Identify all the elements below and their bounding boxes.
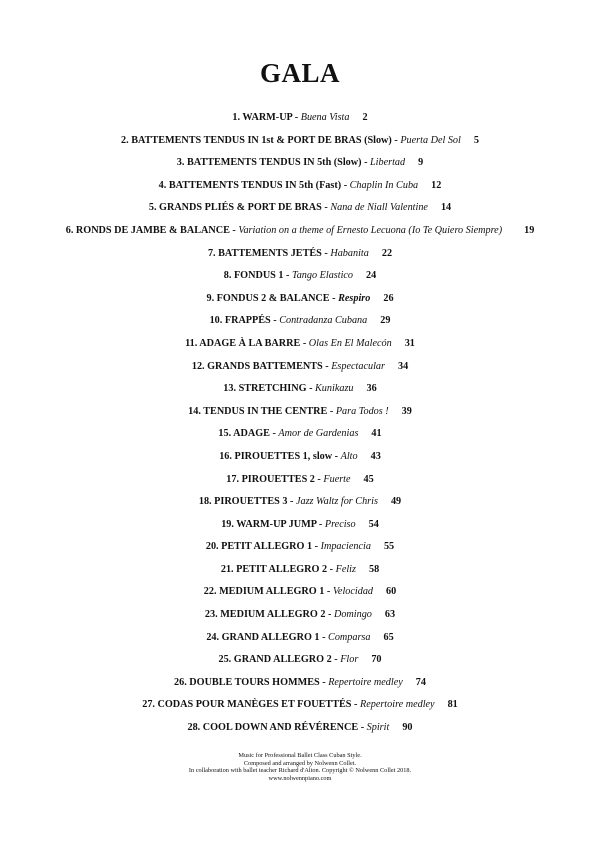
entry-page: 90 — [402, 722, 413, 734]
entry-subtitle: Preciso — [324, 518, 356, 530]
toc-entry: 10. FRAPPÉS - Contradanza Cubana 29 — [209, 315, 391, 327]
entry-label: 15. ADAGE — [218, 428, 270, 440]
entry-page: 29 — [380, 315, 391, 327]
entry-page: 2 — [362, 112, 368, 123]
toc-entry: 2. BATTEMENTS TENDUS IN 1st & PORT DE BRAS (Slow) - Puerta Del Sol 5 — [121, 134, 479, 146]
entry-page: 49 — [390, 496, 402, 508]
entry-label: 10. FRAPPÉS — [209, 315, 271, 327]
entry-label: 22. MEDIUM ALLEGRO 1 — [203, 586, 325, 598]
entry-subtitle: Spirit — [366, 722, 390, 734]
entry-label: 23. MEDIUM ALLEGRO 2 — [204, 609, 326, 621]
entry-label: 16. PIROUETTES 1, slow — [219, 450, 333, 462]
entry-label: 12. GRANDS BATTEMENTS — [191, 360, 323, 372]
entry-page: 26 — [383, 292, 394, 304]
toc-entry: 22. MEDIUM ALLEGRO 1 - Velocidad 60 — [203, 586, 397, 598]
entry-subtitle: Repertoire medley — [328, 676, 403, 688]
page-title: GALA — [259, 58, 340, 88]
entry-page: 60 — [386, 586, 397, 598]
entry-page: 55 — [383, 541, 395, 553]
toc-entry: 16. PIROUETTES 1, slow - Alto 43 — [219, 450, 381, 462]
entry-label: 4. BATTEMENTS TENDUS IN 5th (Fast) — [158, 179, 342, 191]
entry-label: 20. PETIT ALLEGRO 1 — [205, 541, 313, 553]
entry-subtitle: Amor de Gardenias — [278, 428, 359, 440]
entry-page: 14 — [440, 202, 452, 214]
toc-entry: 6. RONDS DE JAMBE & BALANCE - Variation on a theme of Ernesto Lecuona (Io Te Quiero Siempre) 19 — [65, 224, 535, 236]
footer — [0, 752, 600, 782]
entry-subtitle: Buena Vista — [300, 112, 350, 123]
entry-subtitle: Alto — [340, 450, 358, 462]
entry-page: 22 — [381, 247, 393, 259]
toc-entry: 9. FONDUS 2 & BALANCE - Respiro 26 — [206, 292, 394, 304]
entry-page: 74 — [415, 676, 426, 688]
entry-subtitle: Velocidad — [332, 586, 374, 598]
entry-label: 3. BATTEMENTS TENDUS IN 5th (Slow) — [176, 157, 362, 169]
entry-subtitle: Jazz Waltz for Chris — [295, 496, 378, 508]
entry-page: 36 — [366, 383, 377, 395]
entry-subtitle: Kunikazu — [315, 383, 354, 395]
entry-subtitle: Respiro — [338, 292, 371, 304]
entry-page: 9 — [418, 157, 424, 169]
table-of-contents — [0, 107, 600, 740]
footer-line: Composed and arranged by Nolwenn Collet. — [243, 759, 357, 767]
toc-entry: 23. MEDIUM ALLEGRO 2 - Domingo 63 — [204, 609, 396, 621]
entry-subtitle: Para Todos ! — [335, 405, 389, 417]
entry-label: 13. STRETCHING — [223, 383, 307, 395]
entry-label: 14. TENDUS IN THE CENTRE — [188, 405, 328, 417]
entry-page: 19 — [524, 224, 535, 236]
entry-page: 54 — [368, 518, 379, 530]
entry-subtitle: Fuerte — [323, 473, 351, 485]
entry-label: 2. BATTEMENTS TENDUS IN 1st & PORT DE BRAS (Slow) — [121, 134, 392, 146]
entry-subtitle: Habanita — [330, 247, 369, 259]
toc-entry: 7. BATTEMENTS JETÉS - Habanita 22 — [207, 247, 393, 259]
entry-subtitle: Feliz — [335, 563, 356, 575]
entry-subtitle: Chaplin In Cuba — [349, 179, 419, 191]
toc-entry: 21. PETIT ALLEGRO 2 - Feliz 58 — [220, 563, 380, 575]
entry-page: 81 — [447, 699, 458, 711]
entry-page: 34 — [397, 360, 409, 372]
entry-subtitle: Flor — [340, 654, 359, 666]
toc-entry: 4. BATTEMENTS TENDUS IN 5th (Fast) - Chaplin In Cuba 12 — [158, 179, 442, 191]
entry-page: 70 — [371, 654, 382, 666]
entry-subtitle: Olas En El Malecón — [308, 337, 392, 349]
entry-page: 65 — [383, 631, 394, 643]
toc-entry: 17. PIROUETTES 2 - Fuerte 45 — [226, 473, 374, 485]
entry-page: 45 — [363, 473, 374, 485]
toc-entry: 19. WARM-UP JUMP - Preciso 54 — [221, 518, 379, 530]
entry-page: 5 — [473, 134, 479, 146]
entry-label: 17. PIROUETTES 2 — [226, 473, 315, 485]
footer-line: In collaboration with ballet teacher Richard d'Alton. Copyright © Nolwenn Collet 2018. — [188, 767, 412, 775]
entry-subtitle: Espectacular — [331, 360, 385, 372]
entry-subtitle: Puerta Del Sol — [400, 134, 461, 146]
toc-entry: 11. ADAGE À LA BARRE - Olas En El Malecón 31 — [185, 337, 415, 349]
entry-label: 28. COOL DOWN AND RÉVÉRENCE — [187, 722, 359, 734]
toc-entry: 13. STRETCHING - Kunikazu 36 — [223, 383, 377, 395]
entry-label: 8. FONDUS 1 — [223, 270, 284, 282]
entry-label: 24. GRAND ALLEGRO 1 — [206, 631, 320, 643]
footer-website: www.nolwennpiano.com — [268, 774, 332, 782]
toc-entry: 1. WARM-UP - Buena Vista 2 — [232, 112, 368, 123]
entry-label: 21. PETIT ALLEGRO 2 — [220, 563, 328, 575]
toc-entry: 27. CODAS POUR MANÈGES ET FOUETTÉS - Repertoire medley 81 — [142, 699, 458, 711]
toc-entry: 14. TENDUS IN THE CENTRE - Para Todos ! 39 — [188, 405, 412, 417]
entry-page: 24 — [366, 270, 377, 282]
entry-subtitle: Repertoire medley — [359, 699, 435, 711]
entry-label: 25. GRAND ALLEGRO 2 — [218, 654, 332, 666]
entry-label: 26. DOUBLE TOURS HOMMES — [174, 676, 320, 688]
entry-label: 9. FONDUS 2 & BALANCE — [206, 292, 330, 304]
entry-page: 31 — [404, 337, 415, 349]
entry-page: 58 — [368, 563, 380, 575]
entry-subtitle: Comparsa — [328, 631, 371, 643]
entry-subtitle: Domingo — [333, 609, 372, 621]
entry-label: 6. RONDS DE JAMBE & BALANCE — [65, 224, 230, 236]
toc-entry: 24. GRAND ALLEGRO 1 - Comparsa 65 — [206, 631, 394, 643]
entry-subtitle: Impaciencia — [320, 541, 371, 553]
entry-label: 11. ADAGE À LA BARRE — [185, 337, 301, 349]
toc-entry: 20. PETIT ALLEGRO 1 - Impaciencia 55 — [205, 541, 395, 553]
entry-label: 18. PIROUETTES 3 — [198, 496, 288, 508]
toc-entry: 3. BATTEMENTS TENDUS IN 5th (Slow) - Libertad 9 — [176, 157, 424, 169]
toc-entry: 8. FONDUS 1 - Tango Elastico 24 — [223, 270, 377, 282]
entry-subtitle: Variation on a theme of Ernesto Lecuona (Io Te Quiero Siempre) — [238, 224, 503, 236]
entry-label: 7. BATTEMENTS JETÉS — [207, 247, 322, 259]
toc-entry: 28. COOL DOWN AND RÉVÉRENCE - Spirit 90 — [187, 722, 413, 734]
entry-label: 19. WARM-UP JUMP — [221, 518, 317, 530]
entry-subtitle: Libertad — [370, 157, 406, 169]
entry-label: 27. CODAS POUR MANÈGES ET FOUETTÉS — [142, 699, 352, 711]
entry-subtitle: Nana de Niall Valentine — [330, 202, 428, 214]
entry-subtitle: Tango Elastico — [291, 270, 354, 282]
entry-page: 39 — [401, 405, 412, 417]
entry-page: 63 — [384, 609, 396, 621]
entry-page: 12 — [431, 179, 442, 191]
toc-entry: 5. GRANDS PLIÉS & PORT DE BRAS - Nana de Niall Valentine 14 — [148, 202, 452, 214]
toc-entry: 26. DOUBLE TOURS HOMMES - Repertoire medley 74 — [174, 676, 426, 688]
toc-entry: 15. ADAGE - Amor de Gardenias 41 — [218, 428, 382, 440]
toc-entry: 18. PIROUETTES 3 - Jazz Waltz for Chris 49 — [198, 496, 402, 508]
footer-line: Music for Professional Ballet Class Cuban Style. — [238, 752, 362, 759]
entry-label: 1. WARM-UP — [232, 112, 293, 123]
toc-entry: 25. GRAND ALLEGRO 2 - Flor 70 — [218, 654, 382, 666]
entry-label: 5. GRANDS PLIÉS & PORT DE BRAS — [148, 202, 322, 214]
entry-page: 43 — [370, 450, 381, 462]
entry-subtitle: Contradanza Cubana — [279, 315, 368, 327]
toc-entry: 12. GRANDS BATTEMENTS - Espectacular 34 — [191, 360, 409, 372]
entry-page: 41 — [371, 428, 382, 440]
